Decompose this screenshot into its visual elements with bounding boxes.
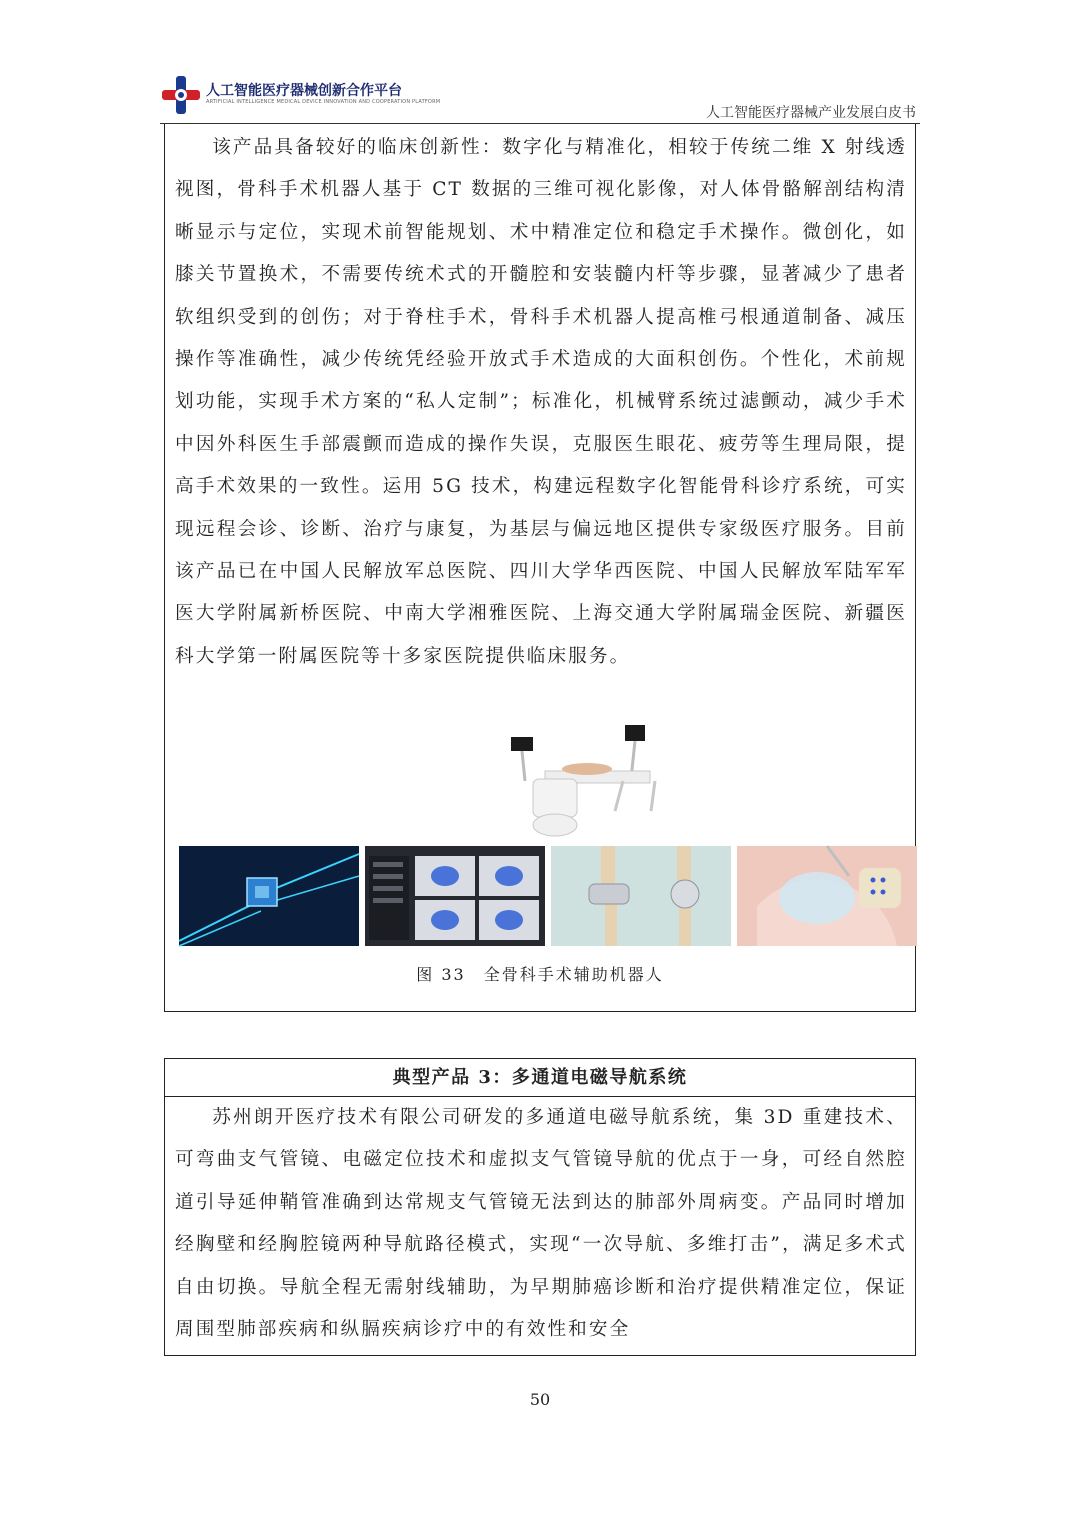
platform-logo-icon: [160, 74, 202, 116]
thumb-knee-implant: [551, 846, 731, 946]
product-paragraph: 该产品具备较好的临床创新性：数字化与精准化，相较于传统二维 X 射线透视图，骨科手术机器人基于 CT 数据的三维可视化影像，对人体骨骼解剖结构清晰显示与定位，实现术前智能规划、术中精准定位和稳定手术操作。微创化，如膝关节置换术，不需要传统术式的开髓腔和安装髓内杆等步骤，显著减少了患者软组织受到的创伤；对于脊柱手术，骨科手术机器人提高椎弓根通道制备、减压操作等准确性，减少传统凭经验开放式手术造成的大面积创伤。个性化，术前规划功能，实现手术方案的“私人定制”；标准化，机械臂系统过滤颤动，减少手术中因外科医生手部震颤而造成的操作失误，克服医生眼花、疲劳等生理局限，提高手术效果的一致性。运用 5G 技术，构建远程数字化智能骨科诊疗系统，可实现远程会诊、诊断、治疗与康复，为基层与偏远地区提供专家级医疗服务。目前该产品已在中国人民解放军总医院、四川大学华西医院、中国人民解放军陆军军医大学附属新桥医院、中南大学湘雅医院、上海交通大学附属瑞金医院、新疆医科大学第一附属医院等十多家医院提供临床服务。: [175, 137, 907, 667]
document-title: 人工智能医疗器械产业发展白皮书: [706, 105, 916, 121]
page-header: [160, 70, 920, 124]
product-description-box: [164, 124, 916, 1012]
thumb-bone-model: [737, 846, 917, 946]
figure-caption: 图 33 全骨科手术辅助机器人: [416, 965, 664, 984]
product-paragraph: 苏州朗开医疗技术有限公司研发的多通道电磁导航系统，集 3D 重建技术、可弯曲支气管镜、电磁定位技术和虚拟支气管镜导航的优点于一身，可经自然腔道引导延伸鞘管准确到达常规支气管镜无法到达的肺部外周病变。产品同时增加经胸壁和经胸腔镜两种导航路径模式，实现“一次导航、多维打击”，满足多术式自由切换。导航全程无需射线辅助，为早期肺癌诊断和治疗提供精准定位，保证周围型肺部疾病和纵膈疾病诊疗中的有效性和安全: [175, 1107, 907, 1341]
thumb-3d-visualization: [179, 846, 359, 946]
logo-subtitle: ARTIFICIAL INTELLIGENCE MEDICAL DEVICE INNOVATION AND COOPERATION PLATFORM: [206, 99, 441, 105]
logo-title: 人工智能医疗器械创新合作平台: [206, 83, 402, 99]
page-number: 50: [529, 1390, 551, 1409]
typical-product-box: [164, 1058, 916, 1356]
section-title: 典型产品 3：多通道电磁导航系统: [165, 1059, 915, 1097]
surgical-robot-photo: [505, 719, 665, 844]
thumb-planning-software: [365, 846, 545, 946]
figure-thumbnails: [179, 846, 917, 946]
